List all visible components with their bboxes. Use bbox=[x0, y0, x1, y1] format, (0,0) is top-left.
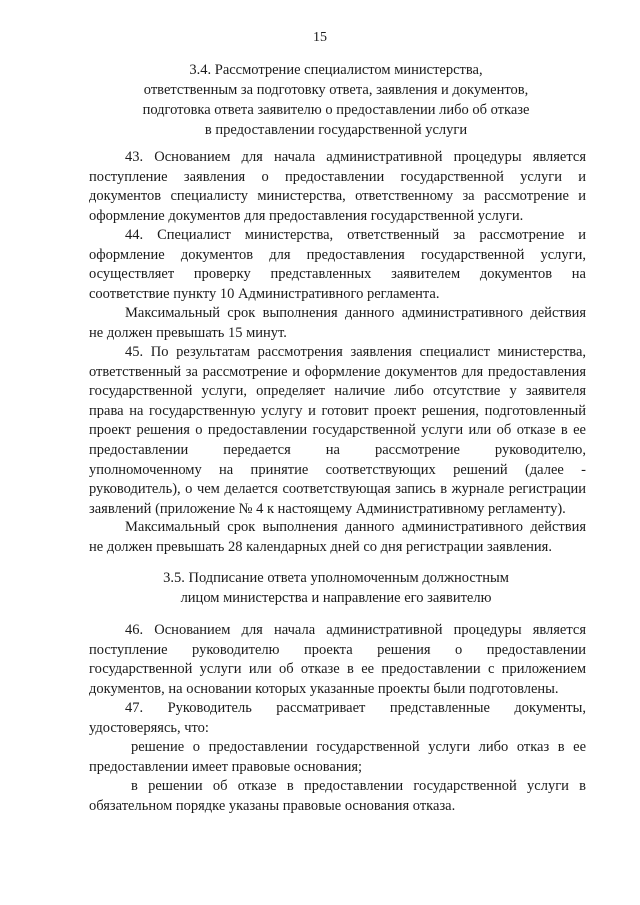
paragraph-line: оформление документов для предоставления государственной услуги. bbox=[89, 207, 524, 224]
paragraph-line: 46. Основанием для начала административной процедуры является bbox=[125, 622, 586, 638]
paragraph-line: поступление руководителю проекта решения о предоставлении bbox=[89, 641, 586, 658]
paragraph-line: ответственный за рассмотрение и оформление документов для предоставления bbox=[89, 363, 586, 380]
paragraph-line: поступление заявления о предоставлении государственной услуги и bbox=[89, 168, 586, 185]
paragraph-45-max-time bbox=[89, 518, 586, 557]
section-3-4-heading bbox=[90, 60, 582, 140]
paragraph-44 bbox=[89, 226, 586, 304]
paragraph-line: проект решения о предоставлении государственной услуги или об отказе в ее bbox=[89, 422, 586, 439]
page-number: 15 bbox=[313, 30, 327, 45]
paragraph-line: осуществляет проверку представленных заявителем документов на bbox=[89, 266, 586, 283]
paragraph-line: документов, на основании которых указанные проекты были подготовлены. bbox=[89, 680, 559, 697]
paragraph-47 bbox=[89, 699, 586, 738]
heading-line: подготовка ответа заявителю о предоставлении либо об отказе bbox=[142, 102, 530, 118]
heading-line: лицом министерства и направление его заявителю bbox=[180, 590, 492, 606]
paragraph-44-max-time bbox=[89, 304, 586, 343]
paragraph-line: 44. Специалист министерства, ответственный за рассмотрение и bbox=[125, 227, 586, 243]
paragraph-43 bbox=[89, 148, 586, 226]
paragraph-45 bbox=[89, 343, 586, 519]
paragraph-47-item-b bbox=[89, 777, 586, 816]
paragraph-line: Максимальный срок выполнения данного административного действия bbox=[125, 519, 586, 535]
paragraph-line: заявлений (приложение № 4 к настоящему Административному регламенту). bbox=[89, 500, 566, 517]
paragraph-line: удостоверяясь, что: bbox=[89, 719, 209, 736]
paragraph-line: предоставлении имеет правовые основания; bbox=[89, 758, 363, 775]
paragraph-line: не должен превышать 28 календарных дней со дня регистрации заявления. bbox=[89, 538, 552, 555]
paragraph-line: 45. По результатам рассмотрения заявления специалист министерства, bbox=[125, 344, 586, 360]
paragraph-line: 47. Руководитель рассматривает представленные документы, bbox=[125, 700, 586, 716]
paragraph-line: обязательном порядке указаны правовые основания отказа. bbox=[89, 797, 456, 814]
paragraph-line: руководитель), о чем делается соответствующая запись в журнале регистрации bbox=[89, 481, 586, 498]
heading-line: ответственным за подготовку ответа, заявления и документов, bbox=[143, 82, 529, 98]
paragraph-line: решение о предоставлении государственной услуги либо отказ в ее bbox=[131, 739, 586, 755]
paragraph-line: документов специалисту министерства, ответственному за рассмотрение и bbox=[89, 188, 586, 205]
paragraph-line: не должен превышать 15 минут. bbox=[89, 324, 287, 341]
paragraph-line: государственной услуги или об отказе в ее предоставлении с приложением bbox=[89, 661, 586, 678]
paragraph-line: 43. Основанием для начала административной процедуры является bbox=[125, 149, 586, 165]
paragraph-line: Максимальный срок выполнения данного административного действия bbox=[125, 305, 586, 321]
heading-line: 3.4. Рассмотрение специалистом министерства, bbox=[189, 62, 483, 78]
heading-line: 3.5. Подписание ответа уполномоченным должностным bbox=[163, 570, 509, 586]
paragraph-line: соответствие пункту 10 Административного регламента. bbox=[89, 285, 440, 302]
heading-line: в предоставлении государственной услуги bbox=[204, 122, 468, 138]
paragraph-line: в решении об отказе в предоставлении государственной услуги в bbox=[131, 778, 586, 794]
paragraph-47-item-a bbox=[89, 738, 586, 777]
paragraph-line: государственной услуги, определяет наличие либо отсутствие у заявителя bbox=[89, 383, 586, 400]
paragraph-line: предоставлении передается на рассмотрение руководителю, bbox=[89, 441, 586, 458]
paragraph-line: права на государственную услугу и готовит проект решения, подготовленный bbox=[89, 402, 586, 419]
paragraph-line: оформление документов для предоставления государственной услуги, bbox=[89, 246, 586, 263]
paragraph-line: уполномоченному на принятие соответствующих решений (далее - bbox=[89, 461, 586, 478]
paragraph-46 bbox=[89, 621, 586, 699]
section-3-5-heading bbox=[90, 568, 582, 608]
